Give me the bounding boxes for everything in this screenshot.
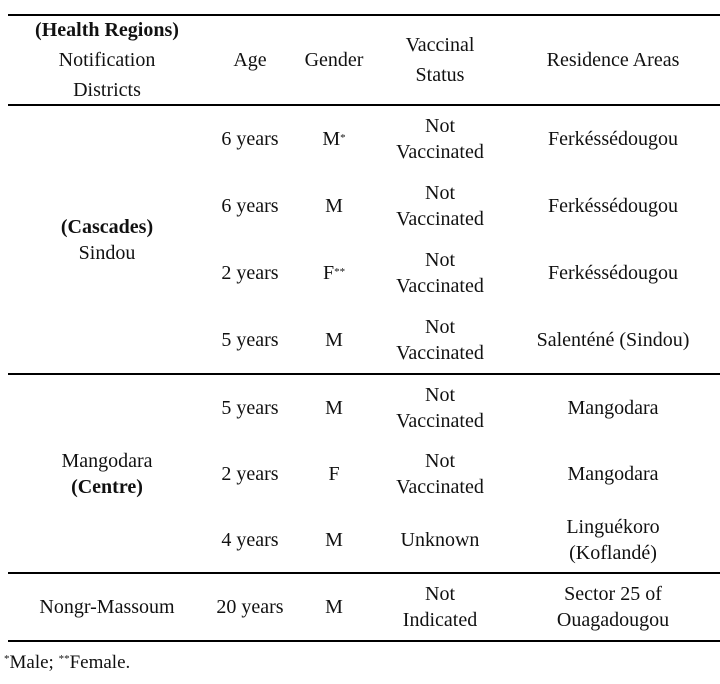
table-row-gender: M [325,528,343,551]
table-row-vaccinal-status: Not Vaccinated [396,384,484,432]
table-row-residence: Mangodara [567,397,659,419]
table-row-residence: Linguékoro (Koflandé) [566,515,660,564]
table-row-gender: M [325,397,343,419]
table-row-age: 5 years [221,397,279,419]
header-vaccinal-line2: Status [415,64,465,86]
table-row-vaccinal-status: Not Indicated [402,583,478,631]
table-row-gender: M [325,194,343,217]
table-row-vaccinal-status: Unknown [400,528,480,551]
table-row-age: 5 years [221,328,279,351]
footnote-female: Female. [69,652,131,673]
table-row-residence: Mangodara [567,463,659,485]
table-row-gender: F [328,463,340,485]
header-district [8,16,206,104]
table-row-age: 2 years [221,463,279,485]
table-row-residence: Ferkéssédougou [548,128,678,150]
table-row-age: 4 years [221,528,279,551]
gender-footnote-mark: ** [334,265,346,278]
table-row-residence: Salenténé (Sindou) [536,328,690,351]
table-row-residence: Ferkéssédougou [548,194,678,217]
group-nongr-massoum [8,574,206,640]
header-district-notification: Notification [58,49,156,71]
table-row-vaccinal-status: Not Vaccinated [396,248,484,297]
gender-footnote-mark: * [340,132,346,144]
table-footnote [4,652,130,674]
group-region-label: (Cascades) [60,215,154,238]
table-row-vaccinal-status: Not Vaccinated [396,315,484,364]
footnote-mark-female: ** [58,653,70,665]
header-age: Age [233,49,267,71]
table-row-gender: M [325,328,343,351]
group-district-label: Nongr-Massoum [39,596,175,618]
group-region-label: (Centre) [71,475,143,498]
footnote-mark-male: * [4,653,10,665]
table-row-vaccinal-status: Not Vaccinated [396,181,484,230]
footnote-male: Male; [9,652,59,673]
table-row-age: 6 years [221,194,279,217]
table-row-vaccinal-status: Not Vaccinated [396,450,484,498]
table-row-gender: M* [322,128,346,150]
header-vaccinal-line1: Vaccinal [405,34,475,56]
header-district-regions: (Health Regions) [35,19,179,41]
group-district-label: Sindou [78,241,136,264]
group-mangodara-centre [8,375,206,572]
group-cascades-sindou [8,106,206,373]
group-district-label: Mangodara [61,449,153,472]
header-residence-areas: Residence Areas [546,49,680,71]
table-row-age: 20 years [216,596,284,618]
table-row-vaccinal-status: Not Vaccinated [396,115,484,163]
table-row-age: 2 years [221,261,279,284]
table-row-age: 6 years [221,128,279,150]
header-vaccinal-status [374,16,506,104]
table-row-residence: Sector 25 of Ouagadougou [556,583,670,631]
table-bottom-rule [8,640,720,642]
header-gender: Gender [304,49,364,71]
table-row-gender: M [325,596,343,618]
table-row-residence: Ferkéssédougou [548,261,678,284]
header-district-districts: Districts [73,79,141,101]
table-row-gender: F** [322,261,346,284]
